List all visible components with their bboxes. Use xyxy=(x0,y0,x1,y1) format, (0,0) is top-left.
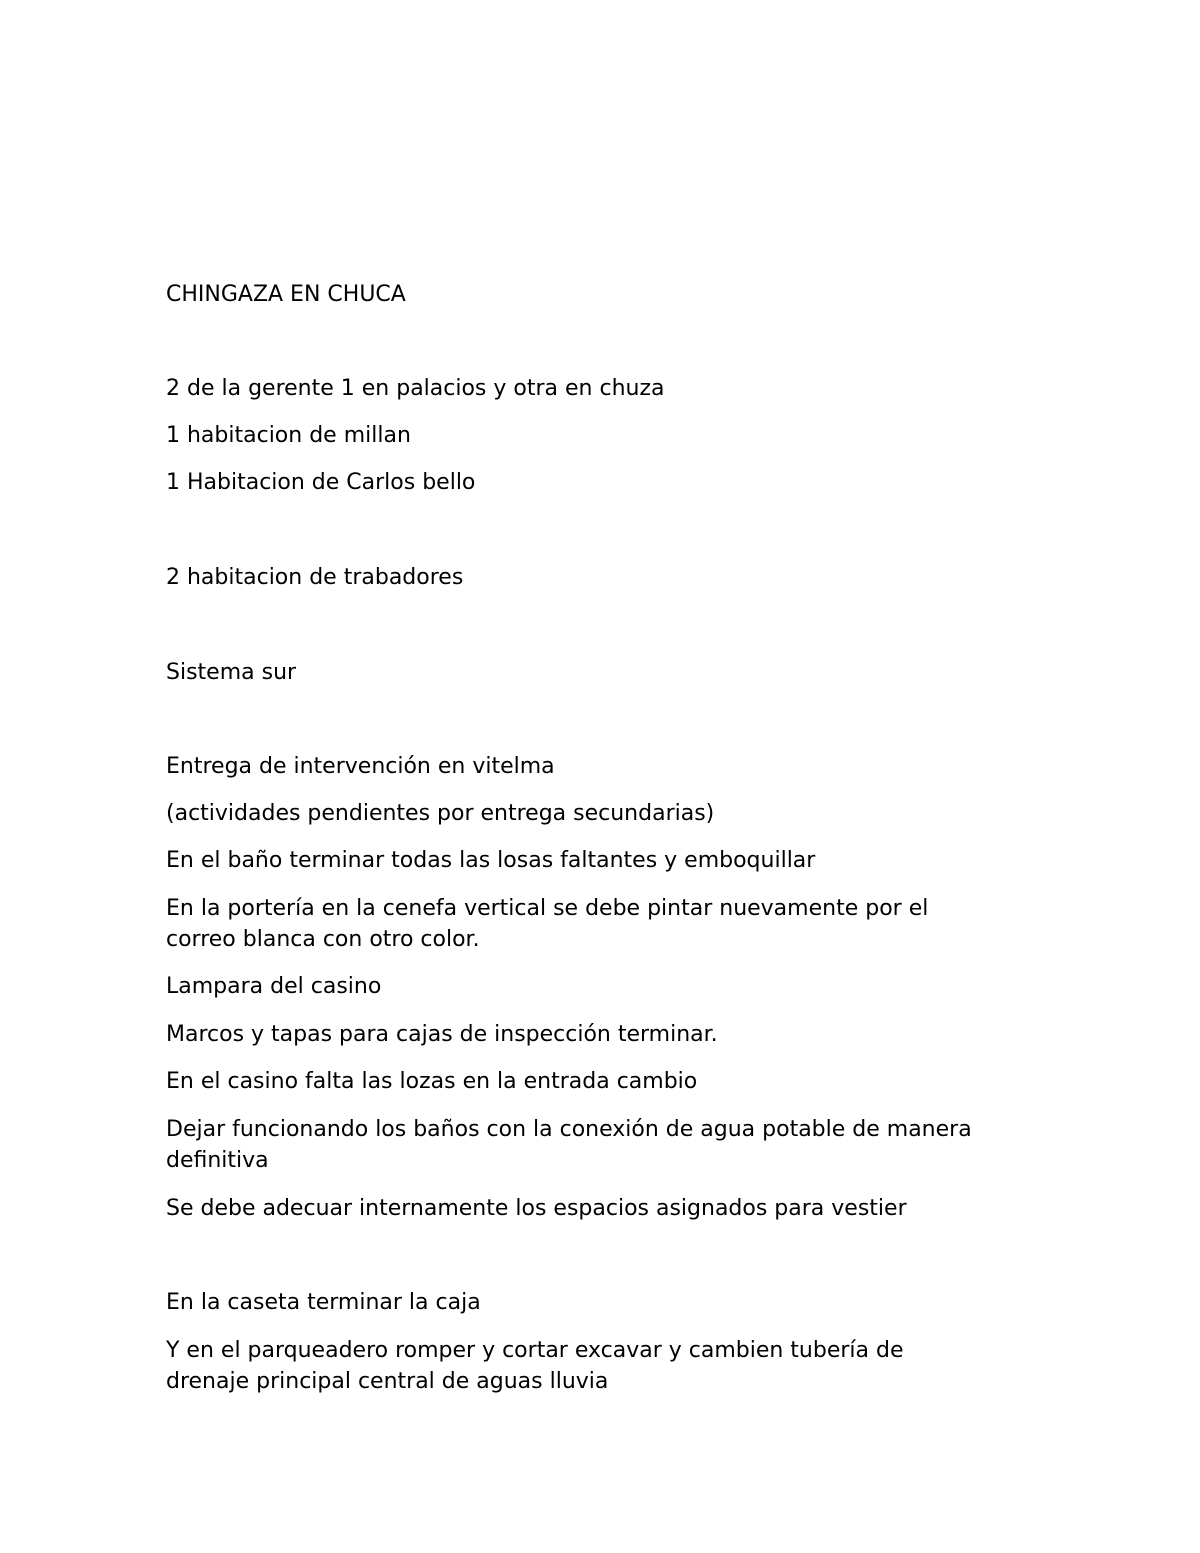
paragraph: Se debe adecuar internamente los espacios asignados para vestier xyxy=(166,1196,907,1221)
document-title: CHINGAZA EN CHUCA xyxy=(166,282,406,307)
paragraph: En la portería en la cenefa vertical se debe pintar nuevamente por el correo blanca con otro color. xyxy=(166,896,929,952)
paragraph: Dejar funcionando los baños con la conexión de agua potable de manera definitiva xyxy=(166,1117,972,1173)
paragraph: 2 habitacion de trabadores xyxy=(166,565,464,590)
paragraph: Lampara del casino xyxy=(166,974,382,999)
paragraph: 1 habitacion de millan xyxy=(166,423,411,448)
paragraph: Marcos y tapas para cajas de inspección terminar. xyxy=(166,1022,718,1047)
paragraph: En el casino falta las lozas en la entrada cambio xyxy=(166,1069,698,1094)
paragraph: Y en el parqueadero romper y cortar excavar y cambien tubería de drenaje principal central de aguas lluvia xyxy=(166,1338,904,1394)
paragraph: 1 Habitacion de Carlos bello xyxy=(166,470,476,495)
paragraph: Sistema sur xyxy=(166,660,297,685)
paragraph: (actividades pendientes por entrega secundarias) xyxy=(166,801,715,826)
paragraph: En la caseta terminar la caja xyxy=(166,1290,481,1315)
paragraph: 2 de la gerente 1 en palacios y otra en chuza xyxy=(166,376,665,401)
paragraph: En el baño terminar todas las losas faltantes y emboquillar xyxy=(166,848,816,873)
paragraph: Entrega de intervención en vitelma xyxy=(166,754,555,779)
